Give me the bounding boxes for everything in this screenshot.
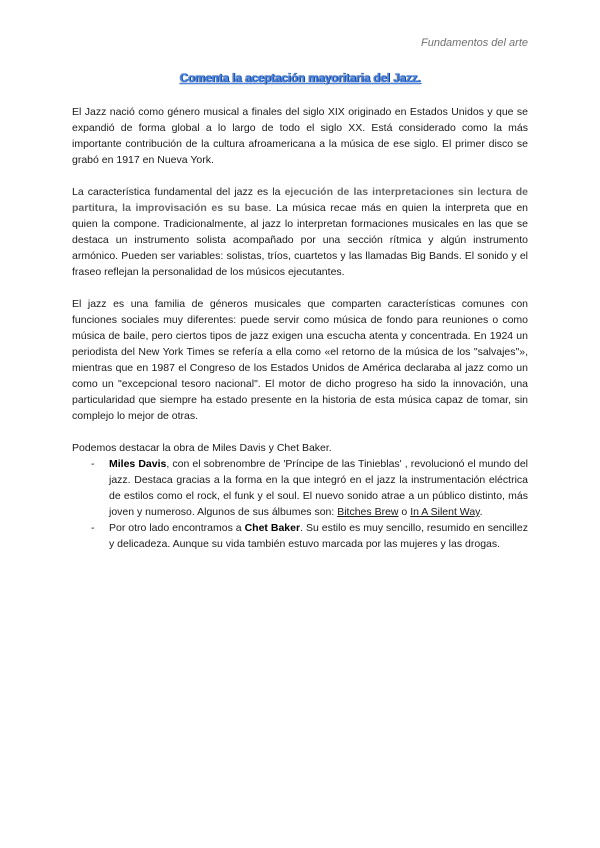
miles-description: , con el sobrenombre de 'Príncipe de las Tinieblas' , revolucionó el mundo del jazz. Destaca gracias a la forma en la que integró en el jazz la instrumentación eléctrica de estilos como el rock, el funk y el soul. El nuevo sonido atrae a un público distinto, más joven y numeroso. Algunos de sus álbumes son: [109, 458, 529, 518]
page-title: Comenta la aceptación mayoritaria del Jazz. [179, 73, 421, 85]
list-item-chet-baker [72, 520, 528, 552]
artist-list [72, 456, 528, 552]
list-item-miles-davis [72, 456, 528, 520]
paragraph-3: El jazz es una familia de géneros musicales que comparten características comunes con funciones sociales muy diferentes: puede servir como música de fondo para reuniones o como música de baile, pero ciertos tipos de jazz exigen una escucha atenta y concentrada. En 1924 un periodista del New York Times se refería a ella como «el retorno de la música de los "salvajes"», mientras que en 1987 el Congreso de los Estados Unidos de América declaraba al jazz como un como un "excepcional tesoro nacional". El motor de dicho progreso ha sido la innovación, una particularidad que siempre ha estado presente en la historia de esta música capaz de tomar, sin complejo lo mejor de otras. [72, 298, 528, 422]
paragraph-2-rest: . La música recae más en quien la interpreta que en quien la compone. Tradicionalmente, al jazz lo interpretan formaciones musicales en las que se destaca un instrumento solista acompañado por una sección rítmica y algún instrumento armónico. Pueden ser variables: solistas, tríos, cuartetos y las llamadas Big Bands. El sonido y el fraseo reflejan la personalidad de los músicos ejecutantes. [72, 202, 528, 278]
paragraph-2-start: La característica fundamental del jazz es la [72, 186, 285, 198]
document-body [72, 104, 528, 552]
chet-description: . Su estilo es muy sencillo, resumido en sencillez y delicadeza. Aunque su vida también estuvo marcada por las mujeres y las drogas. [109, 522, 528, 550]
paragraph-2 [72, 184, 528, 280]
bullet-dash: - [91, 458, 95, 470]
album-link-in-a-silent-way[interactable]: In A Silent Way [410, 506, 480, 518]
chet-intro: Por otro lado encontramos a [109, 522, 245, 534]
paragraph-4: Podemos destacar la obra de Miles Davis y Chet Baker. [72, 442, 332, 454]
album-link-bitches-brew[interactable]: Bitches Brew [337, 506, 399, 518]
header-course: Fundamentos del arte [420, 37, 528, 49]
album-conjunction: o [398, 506, 411, 518]
bullet-dash: - [91, 522, 95, 534]
artist-name-miles: Miles Davis [109, 458, 167, 470]
artist-name-chet: Chet Baker [244, 522, 301, 534]
sentence-end: . [479, 506, 483, 518]
paragraph-1: El Jazz nació como género musical a finales del siglo XIX originado en Estados Unidos y que se expandió de forma global a lo largo de todo el siglo XX. Está considerado como la más importante contribución de la cultura afroamericana a la música de ese siglo. El primer disco se grabó en 1917 en Nueva York. [72, 106, 528, 166]
highlight-text: ejecución de las interpretaciones sin lectura de partitura, la improvisación es su base [72, 186, 528, 214]
